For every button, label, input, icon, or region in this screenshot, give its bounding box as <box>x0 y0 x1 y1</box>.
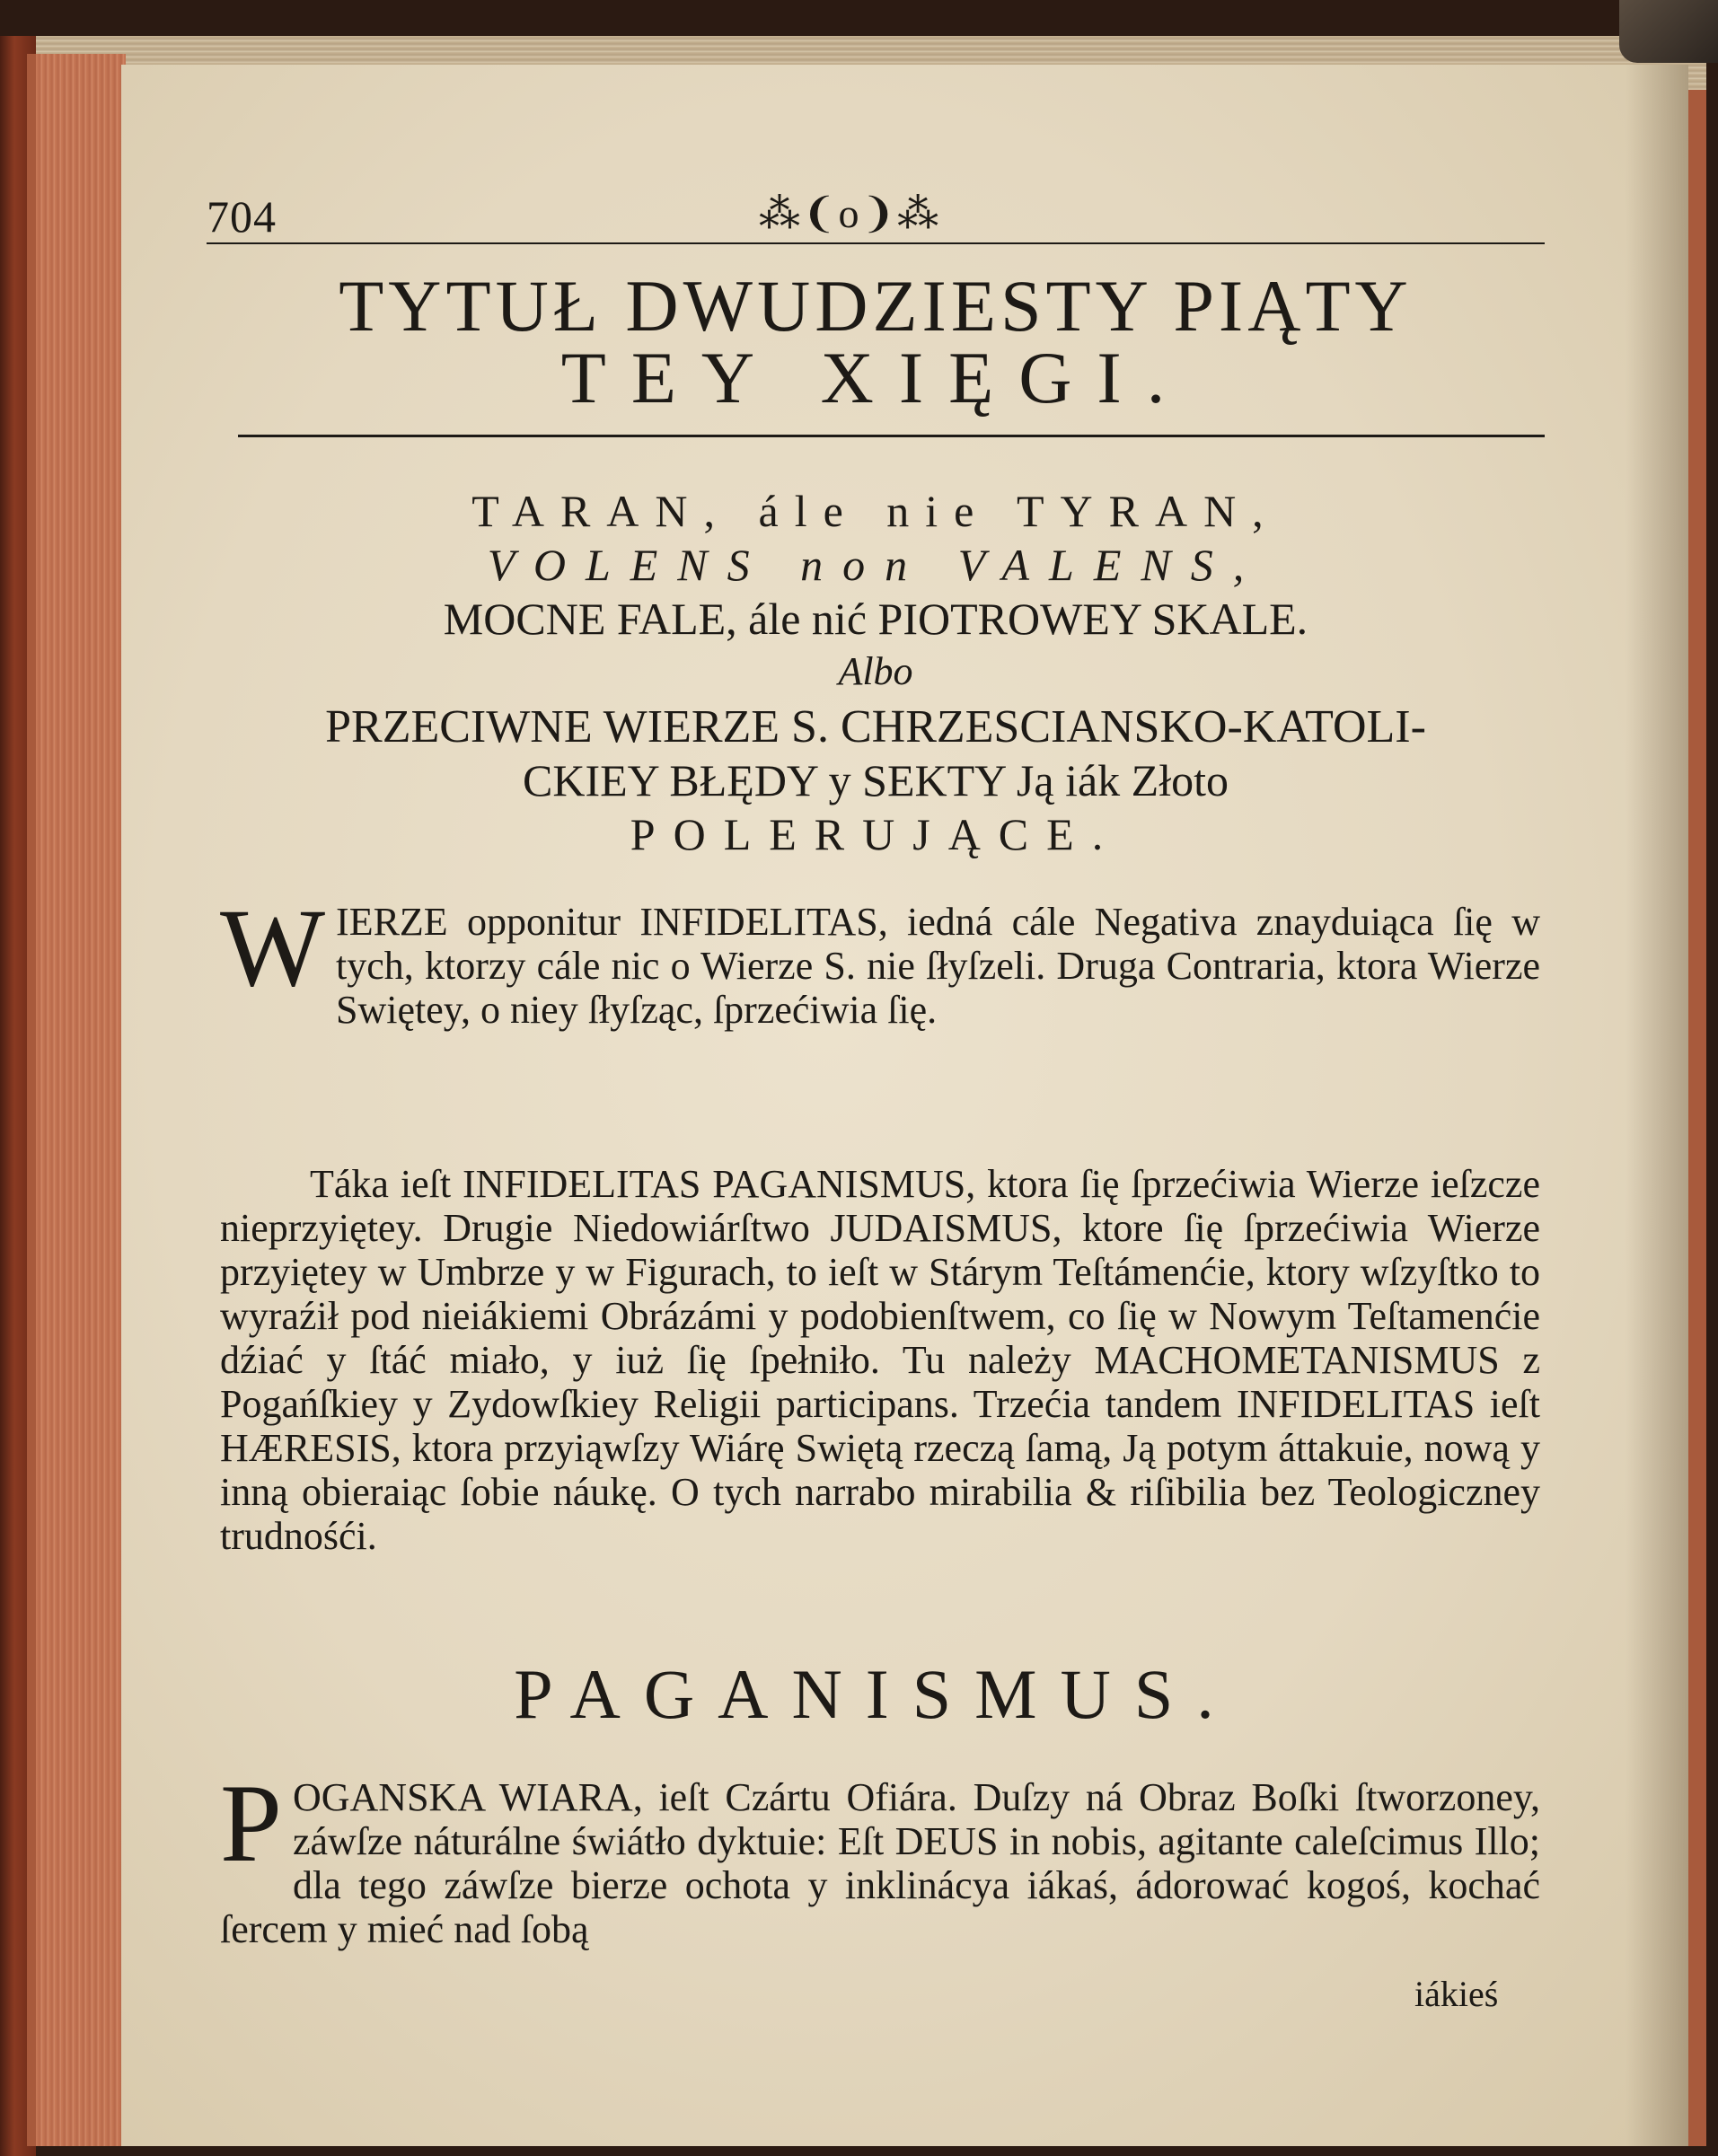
subtitle-line: Albo <box>838 649 913 693</box>
clasp-corner <box>1619 0 1718 63</box>
header-ornament: ⁂❨o❩⁂ <box>759 190 941 236</box>
gutter-shadow <box>1625 65 1688 2146</box>
title-line-2: TEY XIĘGI. <box>560 337 1191 418</box>
title-rule <box>238 435 1545 437</box>
subtitle-line: VOLENS non VALENS, <box>487 540 1264 590</box>
paragraph-1 <box>220 886 1540 1032</box>
page-number: 704 <box>207 191 277 242</box>
title-line-1: TYTUŁ DWUDZIESTY PIĄTY <box>339 265 1413 347</box>
section-heading: PAGANISMUS. <box>514 1655 1238 1733</box>
paragraph-text: IERZE opponitur INFIDELITAS, iedná cále Negativa znayduiąca ſię w tych, ktorzy cále nic o Wierze S. nie ſłyſzeli. Druga Contraria, ktora Wierze Swiętey, o niey ſłyſząc, ſprzećiwia ſię. <box>336 900 1540 1032</box>
book-page <box>121 65 1688 2146</box>
drop-cap: W <box>220 886 326 1009</box>
catchword: iákieś <box>1414 1974 1499 2014</box>
subtitle-line: MOCNE FALE, ále nić PIOTROWEY SKALE. <box>443 594 1308 644</box>
paragraph-2: Táka ieſt INFIDELITAS PAGANISMUS, ktora ſię ſprzećiwia Wierze ieſzcze nieprzyiętey. Drugie Niedowiárſtwo JUDAISMUS, ktore ſię ſprzećiwia Wierze przyiętey w Umbrze y w Figurach, to ieſt w Stárym Teſtámenćie, ktory wſzyſtko to wyraźił pod nieiákiemi Obrázámi y podobienſtwem, co ſię w Nowym Teſtamenćie dźiać y ſtáć miało, y iuż ſię ſpełniło. Tu należy MACHOMETANISMUS z Pogańſkiey y Zydowſkiey Religii participans. Trzećia tandem INFIDELITAS ieſt HÆRESIS, ktora przyiąwſzy Wiárę Swiętą rzeczą ſamą, Ją potym áttakuie, nową y inną obieraiąc ſobie náukę. O tych narrabo mirabilia & riſibilia bez Teologiczney trudnośći. <box>220 1162 1540 1558</box>
subtitle-line: TARAN, ále nie TYRAN, <box>471 486 1280 536</box>
page-edges-left <box>36 54 126 2146</box>
paragraph-3 <box>220 1762 1540 1951</box>
header-rule <box>207 242 1545 244</box>
subtitle-line: PRZECIWNE WIERZE S. CHRZESCIANSKO-KATOLI- <box>325 701 1426 752</box>
subtitle-line: CKIEY BŁĘDY y SEKTY Ją iák Złoto <box>522 755 1229 805</box>
drop-cap: P <box>220 1762 282 1885</box>
paragraph-text: OGANSKA WIARA, ieſt Czártu Ofiára. Duſzy ná Obraz Boſki ſtworzoney, záwſze náturálne świátło dyktuie: Eſt DEUS in nobis, agitante caleſcimus Illo; dla tego záwſze bierze ochota y inklinácya iákaś, ádorować kogoś, kochać ſercem y mieć nad ſobą <box>220 1775 1540 1951</box>
subtitle-line: POLERUJĄCE. <box>630 809 1122 859</box>
